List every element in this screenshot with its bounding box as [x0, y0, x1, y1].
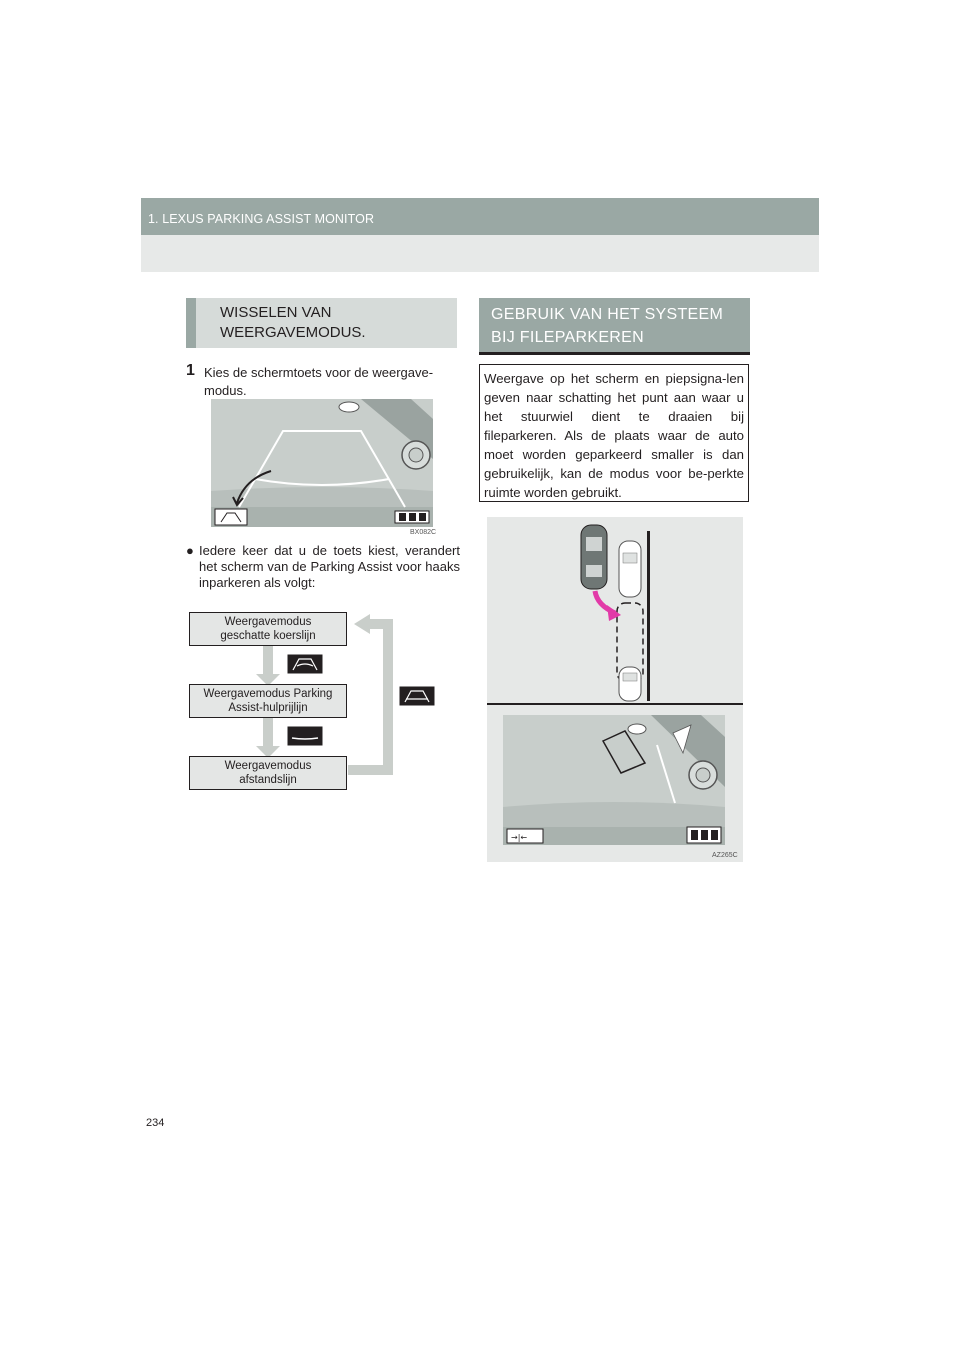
figure-code-right: AZ265C: [712, 852, 738, 859]
figure-code-left: BX082C: [410, 529, 437, 536]
flow-box-parking-assist-guide: [189, 684, 347, 718]
parking-assist-guide-icon: [399, 686, 435, 706]
chapter-header: 1. LEXUS PARKING ASSIST MONITOR: [148, 212, 375, 226]
section-heading-parallel-parking: [479, 298, 750, 355]
flow-box-distance-line: [189, 756, 347, 790]
flow-box-line: afstandslijn: [239, 774, 297, 786]
heading-line-2: WEERGAVEMODUS.: [220, 324, 366, 341]
parallel-parking-figure: [487, 517, 743, 862]
bullet-marker: ●: [186, 543, 194, 558]
heading-accent-bar: [186, 298, 196, 348]
step-1: [186, 364, 462, 400]
heading-line-1: GEBRUIK VAN HET SYSTEEM: [491, 306, 724, 323]
step-text: Kies de schermtoets voor de weergave-modus.: [204, 365, 434, 398]
info-box: Weergave op het scherm en piepsigna-len geven naar schatting het punt aan waar u het stuurwiel dient te draaien bij fileparkeren. Als de plaats waar de auto moet worden geparkeerd smaller is dan gebruikelijk, kan de modus voor be-perkte ruimte worden gebruikt.: [479, 364, 749, 502]
step-number: 1: [186, 362, 195, 379]
camera-screen-figure: [211, 399, 433, 527]
svg-text:→|←: →|←: [511, 833, 528, 842]
estimated-course-icon: [287, 654, 323, 674]
page-number: 234: [146, 1117, 165, 1129]
flow-box-estimated-course: [189, 612, 347, 646]
heading-line-1: WISSELEN VAN: [220, 304, 332, 321]
flow-box-line: Weergavemodus: [224, 760, 312, 772]
flow-box-line: Weergavemodus: [224, 616, 312, 628]
bullet-text: Iedere keer dat u de toets kiest, verandert het scherm van de Parking Assist voor haaks inparkeren als volgt:: [199, 543, 460, 590]
section-heading-display-mode: [186, 298, 457, 348]
flow-box-line: geschatte koerslijn: [220, 630, 316, 642]
flow-box-line: Weergavemodus Parking: [203, 688, 333, 700]
flow-box-line: Assist-hulprijlijn: [228, 702, 308, 714]
bullet-item: [186, 543, 460, 591]
heading-line-2: BIJ FILEPARKEREN: [491, 329, 644, 346]
distance-line-icon: [287, 726, 323, 746]
